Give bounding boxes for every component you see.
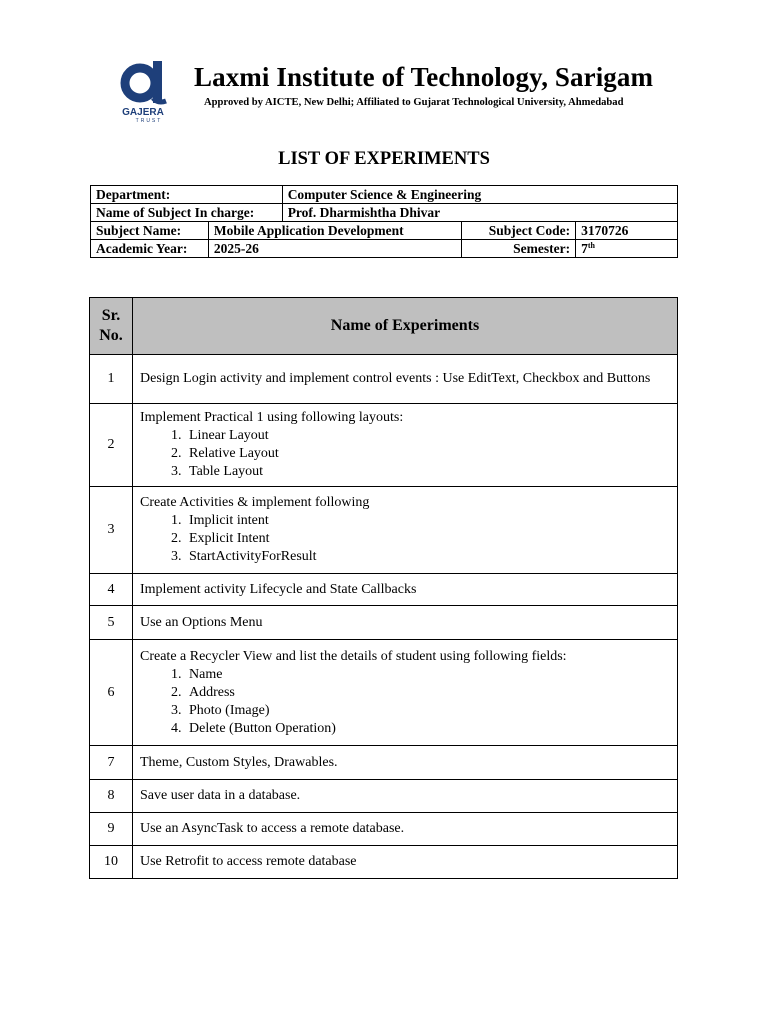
semester-cell xyxy=(576,240,678,258)
experiment-text: Design Login activity and implement control events : Use EditText, Checkbox and Buttons xyxy=(140,371,651,386)
experiment-row xyxy=(90,813,678,846)
incharge-value: Prof. Dharmishtha Dhivar xyxy=(282,204,677,222)
experiment-text: Implement Practical 1 using following layouts: xyxy=(140,410,404,425)
info-row-subject xyxy=(91,222,678,240)
experiment-row xyxy=(90,640,678,746)
page-title: LIST OF EXPERIMENTS xyxy=(278,149,490,169)
info-row-department xyxy=(91,186,678,204)
subject-code-label: Subject Code: xyxy=(462,222,576,240)
experiment-sublist xyxy=(140,666,670,738)
experiment-sublist xyxy=(140,512,670,566)
experiment-subitem: 2. Explicit Intent xyxy=(185,530,670,548)
semester-value: 7 xyxy=(581,241,588,256)
experiment-description xyxy=(133,640,678,746)
experiment-row xyxy=(90,606,678,640)
experiment-number: 4 xyxy=(90,574,133,606)
experiment-row xyxy=(90,780,678,813)
experiment-description xyxy=(133,813,678,846)
experiment-description xyxy=(133,746,678,780)
institute-header xyxy=(118,58,678,128)
experiment-row xyxy=(90,846,678,879)
experiment-number: 6 xyxy=(90,640,133,746)
experiment-subitem: 3. Table Layout xyxy=(185,463,670,481)
experiment-subitem: 1. Implicit intent xyxy=(185,512,670,530)
experiment-text: Use an Options Menu xyxy=(140,614,263,630)
experiment-number: 8 xyxy=(90,780,133,813)
experiment-row xyxy=(90,404,678,487)
experiment-text: Theme, Custom Styles, Drawables. xyxy=(140,754,338,770)
experiments-table xyxy=(89,297,678,879)
subject-code-value: 3170726 xyxy=(576,222,678,240)
experiment-description xyxy=(133,574,678,606)
experiment-number: 1 xyxy=(90,355,133,404)
experiment-number: 3 xyxy=(90,487,133,574)
academic-year-value: 2025-26 xyxy=(208,240,461,258)
experiment-text: Use an AsyncTask to access a remote database. xyxy=(140,821,405,836)
experiment-subitem: 3. StartActivityForResult xyxy=(185,548,670,566)
experiment-subitem: 1. Linear Layout xyxy=(185,427,670,445)
experiment-text: Save user data in a database. xyxy=(140,788,301,803)
semester-suffix: th xyxy=(587,241,595,250)
experiment-number: 2 xyxy=(90,404,133,487)
experiment-description xyxy=(133,606,678,640)
experiment-subitem: 2. Address xyxy=(185,684,670,702)
experiment-text: Implement activity Lifecycle and State Callbacks xyxy=(140,581,417,597)
experiment-description xyxy=(133,846,678,879)
column-header-experiment-name: Name of Experiments xyxy=(133,298,678,355)
experiment-number: 7 xyxy=(90,746,133,780)
info-row-year xyxy=(91,240,678,258)
experiment-description xyxy=(133,487,678,574)
experiment-text: Create Activities & implement following xyxy=(140,495,370,510)
experiments-header-row xyxy=(90,298,678,355)
experiment-number: 5 xyxy=(90,606,133,640)
subject-name-label: Subject Name: xyxy=(91,222,209,240)
gajera-trust-logo xyxy=(118,58,174,124)
semester-label: Semester: xyxy=(462,240,576,258)
subject-name-value: Mobile Application Development xyxy=(208,222,461,240)
experiment-subitem: 3. Photo (Image) xyxy=(185,702,670,720)
incharge-label: Name of Subject In charge: xyxy=(91,204,283,222)
experiment-subitem: 1. Name xyxy=(185,666,670,684)
experiment-description xyxy=(133,780,678,813)
experiment-row xyxy=(90,574,678,606)
experiment-description xyxy=(133,404,678,487)
department-label: Department: xyxy=(91,186,283,204)
column-header-sr-no: Sr. No. xyxy=(90,298,133,355)
experiment-number: 9 xyxy=(90,813,133,846)
experiment-number: 10 xyxy=(90,846,133,879)
experiment-row xyxy=(90,746,678,780)
experiment-description xyxy=(133,355,678,404)
subject-info-table xyxy=(90,185,678,258)
experiment-subitem: 4. Delete (Button Operation) xyxy=(185,720,670,738)
experiment-row xyxy=(90,487,678,574)
experiment-text: Use Retrofit to access remote database xyxy=(140,854,357,869)
logo-subtext: TRUST xyxy=(135,118,163,124)
experiment-subitem: 2. Relative Layout xyxy=(185,445,670,463)
institute-name: Laxmi Institute of Technology, Sarigam xyxy=(194,62,654,92)
department-value: Computer Science & Engineering xyxy=(282,186,677,204)
logo-text: GAJERA xyxy=(122,107,164,118)
experiment-row xyxy=(90,355,678,404)
experiment-sublist xyxy=(140,427,670,481)
academic-year-label: Academic Year: xyxy=(91,240,209,258)
approval-line: Approved by AICTE, New Delhi; Affiliated to Gujarat Technological University, Ahmedabad xyxy=(204,97,624,108)
experiment-text: Create a Recycler View and list the details of student using following fields: xyxy=(140,648,567,664)
info-row-incharge xyxy=(91,204,678,222)
